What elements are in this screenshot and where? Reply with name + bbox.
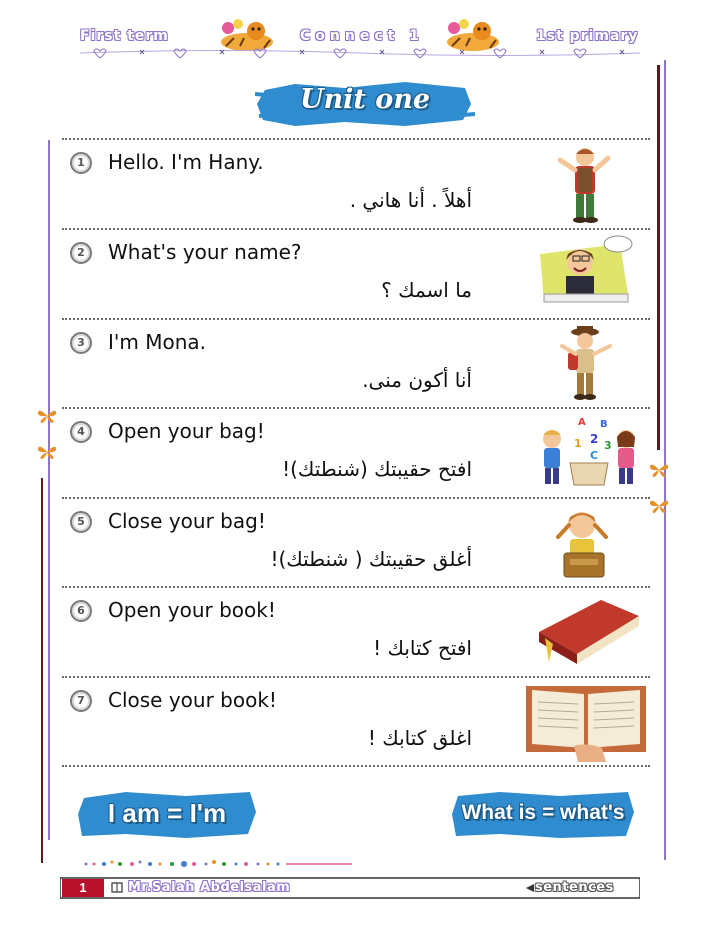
sentence-arabic: افتح حقيبتك (شنطتك)! — [282, 457, 472, 481]
section-label: sentences — [535, 880, 614, 895]
sentence-arabic: أهلاً . أنا هاني . — [349, 188, 472, 212]
sentence-english: Open your bag! — [108, 419, 265, 443]
sentence-number: 1 — [70, 152, 92, 174]
sentence-number: 6 — [70, 600, 92, 622]
red-closed-book-icon — [526, 592, 646, 672]
butterfly-icon — [648, 462, 670, 478]
girl-closing-bag-icon — [530, 503, 640, 583]
left-frame-line — [48, 140, 50, 840]
butterfly-icon — [36, 408, 58, 424]
sentence-number: 3 — [70, 332, 92, 354]
sentence-english: Hello. I'm Hany. — [108, 150, 264, 174]
teacher-at-desk-icon — [530, 234, 640, 314]
svg-text:A: A — [578, 417, 586, 428]
header-first-term: First term — [80, 28, 169, 44]
sentence-english: Open your book! — [108, 598, 276, 622]
butterfly-icon — [36, 444, 58, 460]
heart-border-decoration — [80, 46, 640, 60]
svg-text:B: B — [600, 419, 608, 430]
author-name: Mr.Salah Abdelsalam — [128, 880, 291, 895]
sentence-row — [62, 409, 650, 498]
sentence-row — [62, 588, 650, 677]
sentence-english: Close your book! — [108, 688, 277, 712]
sentence-english: Close your bag! — [108, 509, 266, 533]
note-i-am: I am = I'm — [107, 798, 227, 828]
sentence-arabic: أغلق حقيبتك ( شنطتك)! — [270, 547, 472, 571]
note-what-is: What is = what's — [461, 801, 625, 824]
sentence-number: 2 — [70, 242, 92, 264]
page-number: 1 — [62, 879, 104, 897]
sentence-arabic: أنا أكون منى. — [362, 368, 472, 392]
left-frame-line-dark — [41, 478, 43, 863]
right-frame-line — [664, 60, 666, 860]
sentence-row — [62, 230, 650, 319]
open-book-icon — [526, 678, 646, 766]
svg-text:C: C — [590, 449, 599, 462]
sentence-number: 7 — [70, 690, 92, 712]
butterfly-icon — [648, 498, 670, 514]
sentence-english: What's your name? — [108, 240, 302, 264]
footer-dots-decoration — [80, 856, 360, 872]
svg-text:3: 3 — [604, 439, 612, 452]
boy-waving-icon — [530, 144, 640, 224]
kids-with-letters-icon — [534, 413, 644, 493]
unit-title: Unit one — [299, 84, 431, 115]
girl-with-hat-icon — [530, 324, 640, 404]
sentence-number: 5 — [70, 511, 92, 533]
sentence-number: 4 — [70, 421, 92, 443]
sentence-row — [62, 678, 650, 767]
header-grade: 1st primary — [536, 28, 639, 44]
sentence-arabic: افتح كتابك ! — [373, 636, 472, 660]
sentence-english: I'm Mona. — [108, 330, 207, 354]
svg-text:1: 1 — [574, 437, 582, 450]
sentence-arabic: ما اسمك ؟ — [381, 278, 472, 302]
sentence-row — [62, 140, 650, 229]
sentence-arabic: اغلق كتابك ! — [367, 726, 472, 750]
sentence-row — [62, 320, 650, 409]
right-frame-line-dark — [657, 65, 660, 450]
svg-text:2: 2 — [590, 432, 599, 446]
sentence-row — [62, 499, 650, 588]
header-book-title: Connect 1 — [300, 28, 424, 44]
